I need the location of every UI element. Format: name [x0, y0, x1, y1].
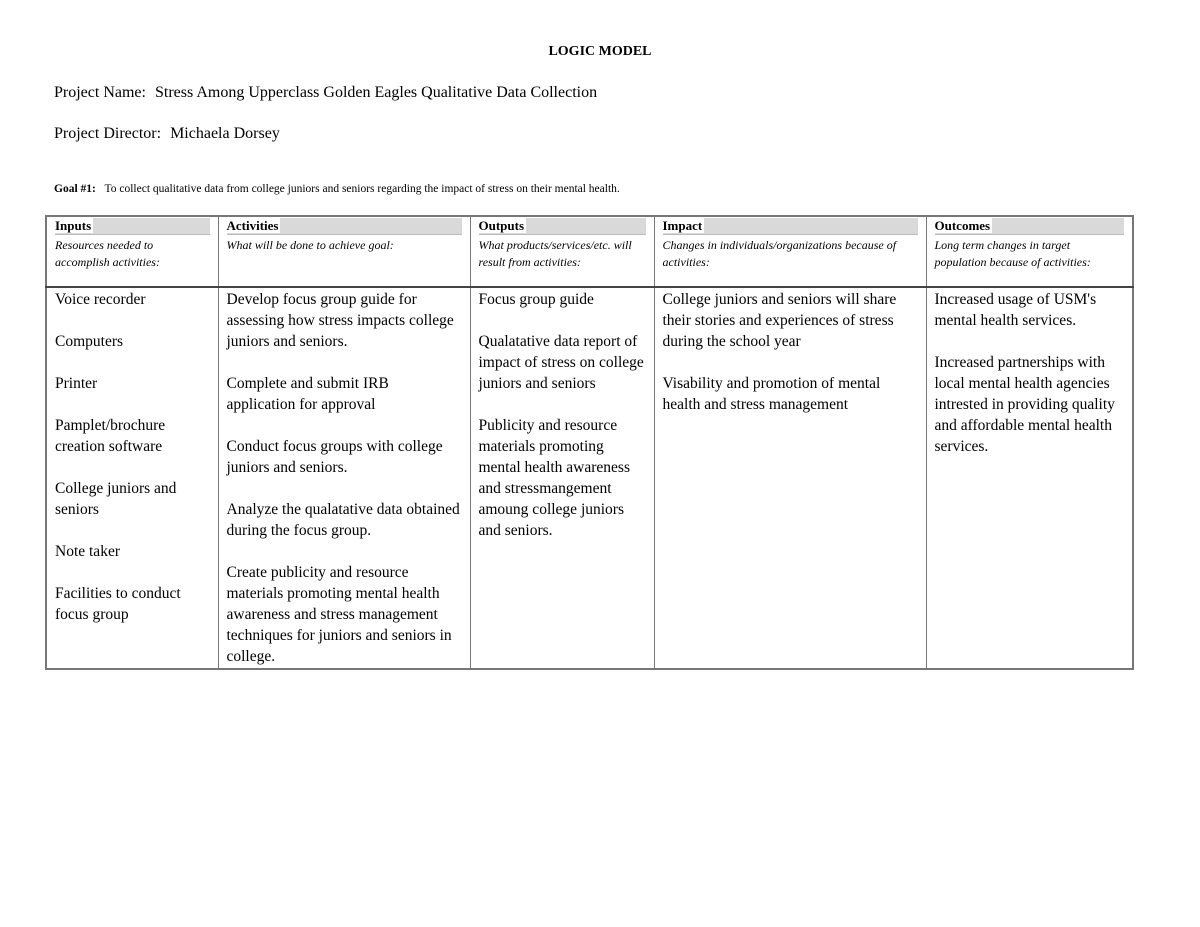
list-item: Increased usage of USM's mental health services. — [934, 291, 1097, 329]
column-description: Resources needed to accomplish activities: — [55, 238, 160, 269]
list-item: Create publicity and resource materials promoting mental health awareness and stress management techniques for juniors and seniors in college. — [226, 564, 452, 665]
list-item: Printer — [55, 375, 98, 392]
impact-header-cell — [654, 216, 926, 287]
outcomes-cell — [926, 287, 1133, 669]
goal-line — [54, 183, 620, 195]
project-name-value: Stress Among Upperclass Golden Eagles Qualitative Data Collection — [154, 84, 598, 101]
goal-text: To collect qualitative data from college juniors and seniors regarding the impact of stress on their mental health. — [104, 183, 620, 195]
list-item: Complete and submit IRB application for approval — [226, 375, 389, 413]
logic-model-table — [45, 215, 1134, 670]
list-item: Qualatative data report of impact of stress on college juniors and seniors — [478, 333, 644, 392]
project-director-label: Project Director: — [54, 125, 162, 142]
list-item: Visability and promotion of mental health and stress management — [662, 375, 881, 413]
header-row — [46, 216, 1133, 287]
document-title: LOGIC MODEL — [548, 44, 652, 59]
impact-cell — [654, 287, 926, 669]
column-description: What will be done to achieve goal: — [226, 238, 394, 252]
column-heading: Outcomes — [935, 218, 1125, 235]
column-description: Long term changes in target population because of activities: — [934, 238, 1091, 269]
list-item: Conduct focus groups with college juniors and seniors. — [226, 438, 443, 476]
list-item: Analyze the qualatative data obtained during the focus group. — [226, 501, 460, 539]
list-item: Increased partnerships with local mental health agencies intrested in providing quality and affordable mental health services. — [934, 354, 1115, 455]
list-item: College juniors and seniors — [55, 480, 177, 518]
column-heading: Activities — [227, 218, 462, 235]
list-item: Pamplet/brochure creation software — [55, 417, 166, 455]
activities-cell — [218, 287, 470, 669]
list-item: Focus group guide — [478, 291, 594, 308]
list-item: Voice recorder — [55, 291, 146, 308]
column-description: What products/services/etc. will result from activities: — [478, 238, 632, 269]
outputs-cell — [470, 287, 654, 669]
outputs-header-cell — [470, 216, 654, 287]
column-heading: Inputs — [55, 218, 210, 235]
list-item: College juniors and seniors will share their stories and experiences of stress during the school year — [662, 291, 897, 350]
outcomes-header-cell — [926, 216, 1133, 287]
project-name-line — [54, 84, 597, 102]
project-name-label: Project Name: — [54, 84, 146, 101]
list-item: Computers — [55, 333, 124, 350]
project-director-line — [54, 125, 280, 143]
list-item: Develop focus group guide for assessing how stress impacts college juniors and seniors. — [226, 291, 454, 350]
activities-header-cell — [218, 216, 470, 287]
column-heading: Outputs — [479, 218, 646, 235]
list-item: Publicity and resource materials promoting mental health awareness and stressmangement amoung college juniors and seniors. — [478, 417, 630, 539]
inputs-cell — [46, 287, 218, 669]
inputs-header-cell — [46, 216, 218, 287]
list-item: Note taker — [55, 543, 120, 560]
column-description: Changes in individuals/organizations because of activities: — [662, 238, 897, 269]
content-row — [46, 287, 1133, 669]
project-director-value: Michaela Dorsey — [170, 125, 280, 142]
goal-label: Goal #1: — [54, 183, 96, 195]
list-item: Facilities to conduct focus group — [55, 585, 181, 623]
column-heading: Impact — [663, 218, 918, 235]
